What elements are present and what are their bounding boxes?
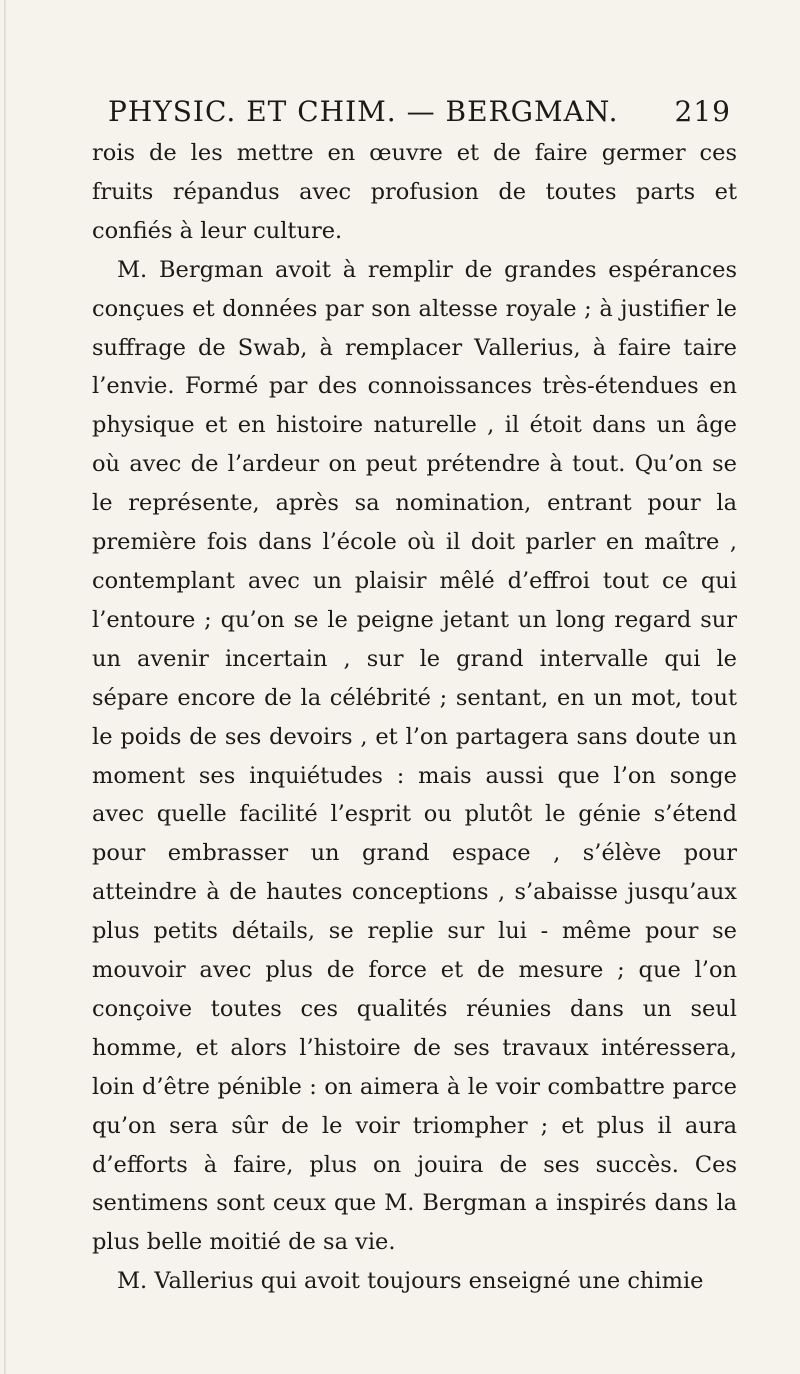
page-edge-shadow bbox=[4, 0, 6, 1374]
book-page bbox=[92, 92, 737, 1301]
paragraph-vallerius: M. Vallerius qui avoit toujours enseigné une chimie bbox=[117, 1268, 704, 1295]
page-number: 219 bbox=[674, 95, 731, 128]
paragraph-continued: rois de les mettre en œuvre et de faire germer ces fruits répandus avec profusion de toutes parts et confiés à leur culture. bbox=[92, 140, 737, 244]
body-text bbox=[92, 134, 737, 1301]
paragraph-bergman: M. Bergman avoit à remplir de grandes espérances conçues et données par son altesse royale ; à justifier le suffrage de Swab, à remplacer Vallerius, à faire taire l’envie. Formé par des connoissances très-étendues en physique et en histoire naturelle , il étoit dans un âge où avec de l’ardeur on peut prétendre à tout. Qu’on se le représente, après sa nomination, entrant pour la première fois dans l’école où il doit parler en maître , contemplant avec un plaisir mêlé d’effroi tout ce qui l’entoure ; qu’on se le peigne jetant un long regard sur un avenir incertain , sur le grand intervalle qui le sépare encore de la célébrité ; sentant, en un mot, tout le poids de ses devoirs , et l’on partagera sans doute un moment ses inquiétudes : mais aussi que l’on songe avec quelle facilité l’esprit ou plutôt le génie s’étend pour embrasser un grand espace , s’élève pour atteindre à de hautes conceptions , s’abaisse jusqu’aux plus petits détails, se replie sur lui - même pour se mouvoir avec plus de force et de mesure ; que l’on conçoive toutes ces qualités réunies dans un seul homme, et alors l’histoire de ses travaux intéressera, loin d’être pénible : on aimera à le voir combattre parce qu’on sera sûr de le voir triompher ; et plus il aura d’efforts à faire, plus on jouira de ses succès. Ces sentimens sont ceux que M. Bergman a inspirés dans la plus belle moitié de sa vie. bbox=[92, 256, 737, 1256]
running-head bbox=[92, 92, 737, 136]
running-title: PHYSIC. ET CHIM. — BERGMAN. bbox=[108, 95, 619, 128]
